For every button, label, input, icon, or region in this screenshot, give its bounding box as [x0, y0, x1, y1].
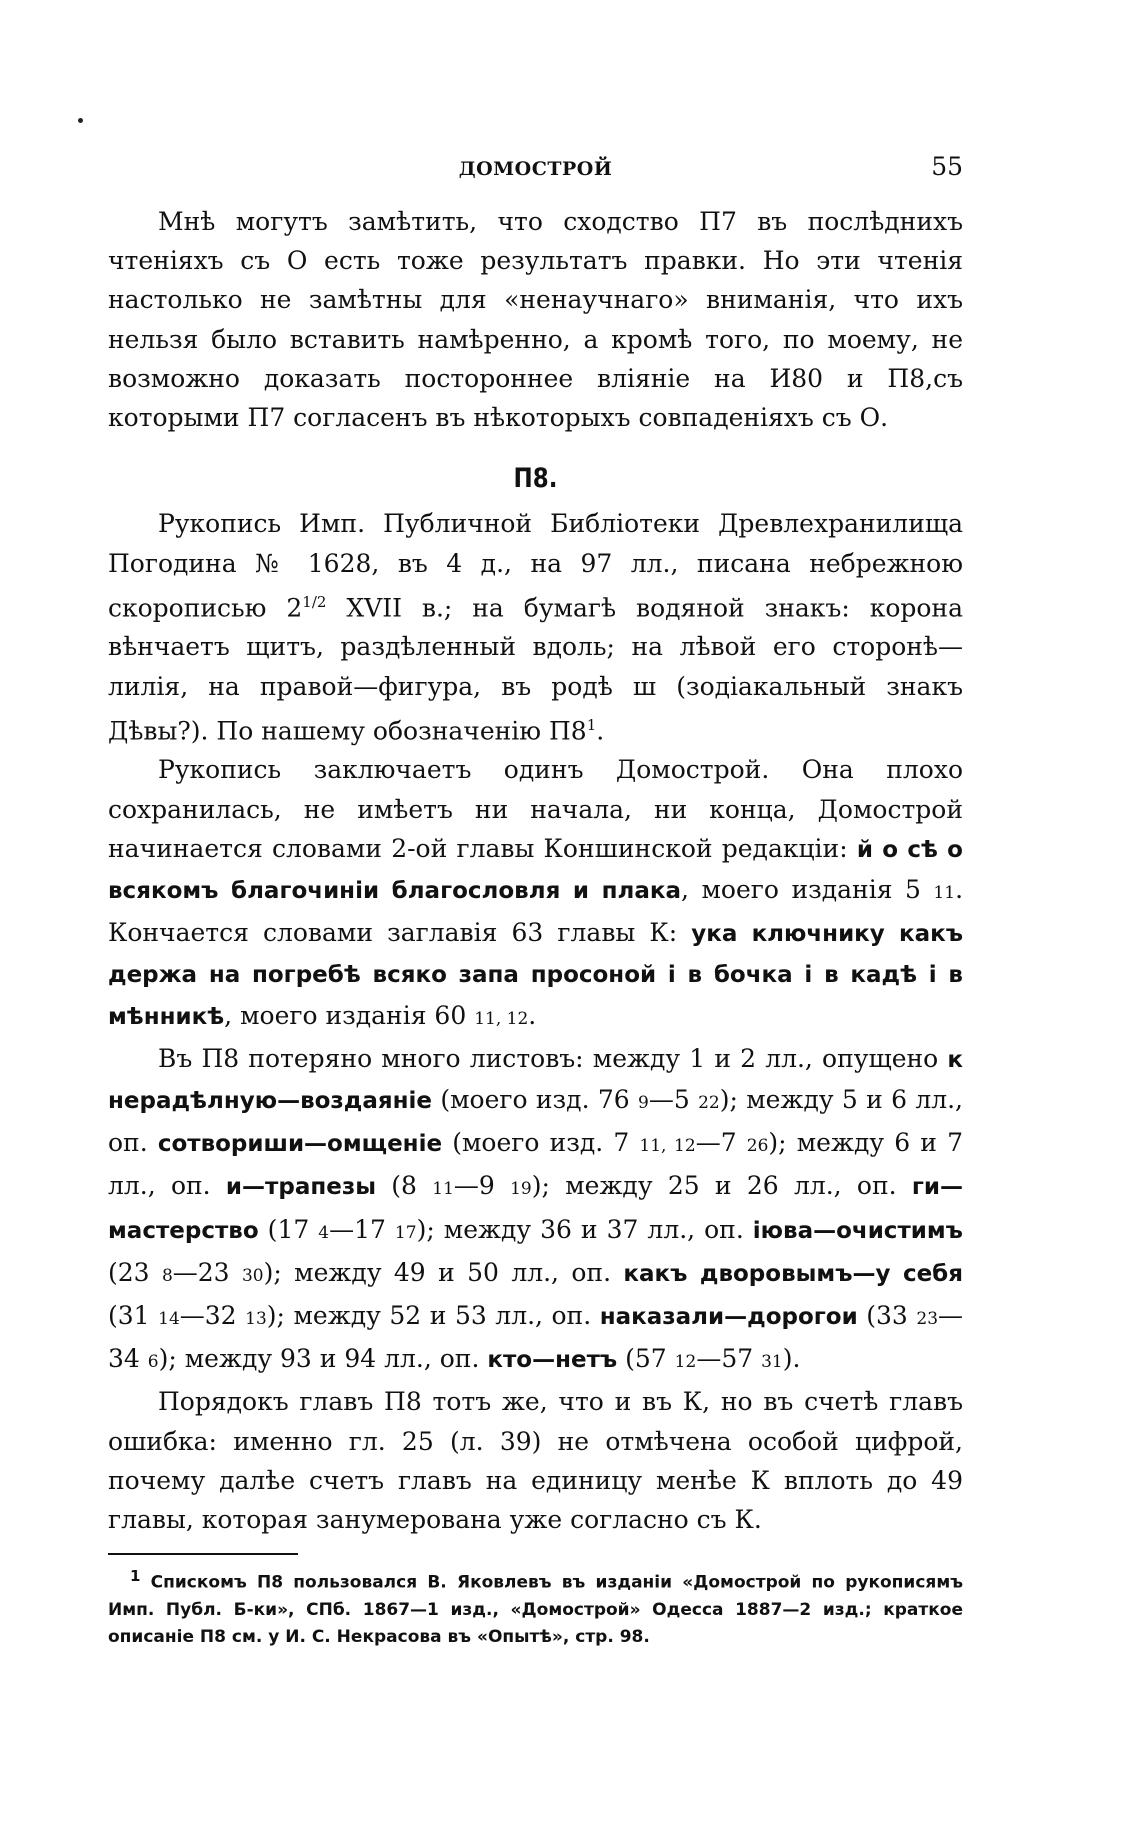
line-ref: 11: [933, 882, 956, 903]
p3-text: (23: [108, 1257, 162, 1287]
old-slavonic-quote: ги—мастерство: [108, 1174, 964, 1244]
p2-text: , моего изданія 5: [681, 874, 934, 904]
p3-text: ).: [782, 1344, 801, 1374]
p3-text: (моего изд. 76: [432, 1084, 638, 1114]
old-slavonic-quote: сотвориши—омщеніе: [157, 1131, 443, 1158]
line-ref: 8: [161, 1265, 173, 1286]
p1-text-after: XVII в.; на бумагѣ водяной знакъ: корона вѣнчаетъ щитъ, раздѣленный вдоль; на лѣвой его сторонѣ—лилія, на правой—фигура, въ родѣ ш (зодіакальный знакъ Дѣвы?). По нашему обозначенію П8: [108, 593, 963, 746]
line-ref: 17: [394, 1222, 417, 1243]
p1-end: .: [596, 716, 605, 746]
line-ref: 23: [916, 1308, 939, 1329]
p1-text: Рукопись Имп. Публичной Библіотеки Древлехранилища Погодина № 1628, въ 4 д., на 97 лл., писана небрежною скорописью 2: [108, 509, 963, 623]
line-ref: 31: [761, 1352, 783, 1373]
line-ref: 30: [241, 1265, 264, 1286]
p3-text: ); между 52 и 53 лл., оп.: [266, 1300, 600, 1330]
footnote-1: [108, 1563, 963, 1651]
line-ref: 4: [318, 1222, 330, 1243]
old-slavonic-quote: ука ключнику какъ держа на погребѣ всяко запа просоной і в бочка і в кадѣ і в мѣнникѣ: [108, 921, 963, 1030]
footnote-number: 1: [130, 1567, 141, 1586]
p2-text: Рукопись заключаетъ одинъ Домострой. Она плохо сохранилась, не имѣетъ ни начала, ни конца, Домострой начинается словами 2-ой главы Коншинской редакціи:: [108, 755, 963, 863]
old-slavonic-quote: й о сѣ о всякомъ благочиніи благословля и плака: [108, 836, 963, 904]
p3-text: ); между 25 и 26 лл., оп.: [531, 1171, 912, 1201]
p3-text: ); между 49 и 50 лл., оп.: [263, 1257, 624, 1287]
paragraph-description: [108, 504, 963, 750]
old-slavonic-quote: какъ дворовымъ—у себя: [623, 1260, 963, 1287]
p3-text: (8: [376, 1171, 433, 1201]
footnote-divider: [108, 1553, 298, 1555]
line-ref: 14: [158, 1308, 180, 1329]
main-text: [108, 202, 963, 1539]
line-ref: 11, 12: [639, 1136, 696, 1157]
page: [108, 150, 963, 1651]
section-heading: П8.: [513, 463, 558, 495]
p3-text: —5: [648, 1084, 699, 1114]
footnotes: [108, 1563, 963, 1651]
p3-text: ); между 93 и 94 лл., оп.: [158, 1344, 488, 1374]
running-title: ДОМОСТРОЙ: [458, 158, 613, 180]
p3-text: ); между 6 и 7 лл., оп.: [108, 1128, 963, 1201]
p1-fraction: 1/2: [302, 592, 327, 611]
line-ref: 11: [432, 1179, 454, 1200]
p3-text: —7: [695, 1128, 747, 1158]
page-number: 55: [931, 152, 963, 181]
p3-text: —9: [453, 1171, 511, 1201]
p3-text: (17: [258, 1214, 319, 1244]
p3-text: —23: [172, 1257, 242, 1287]
p3-text: (33: [857, 1300, 917, 1330]
intro-paragraph: Мнѣ могутъ замѣтить, что сходство П7 въ послѣднихъ чтеніяхъ съ О есть тоже результатъ правки. Но эти чтенія настолько не замѣтны для «ненаучнаго» вниманія, что ихъ нельзя было вставить намѣренно, а кромѣ того, по моему, не возможно доказать постороннее вліяніе на И80 и П8,съ которыми П7 согласенъ въ нѣкоторыхъ совпаденіяхъ съ О.: [108, 207, 963, 433]
p2-text: , моего изданія 60: [224, 1000, 475, 1030]
p3-text: —57: [696, 1344, 762, 1374]
line-ref: 9: [638, 1092, 649, 1113]
old-slavonic-quote: и—трапезы: [225, 1174, 376, 1201]
p3-text: (моего изд. 7: [442, 1128, 640, 1158]
line-ref: 6: [147, 1352, 159, 1373]
stray-mark: [78, 118, 83, 123]
paragraph-contents: [108, 750, 963, 1038]
line-ref: 13: [245, 1308, 267, 1329]
old-slavonic-quote: іюва—очистимъ: [752, 1217, 963, 1244]
paragraph-lacunae: [108, 1039, 963, 1383]
line-ref: 11, 12: [474, 1008, 529, 1029]
paragraph-chapter-order: Порядокъ главъ П8 тотъ же, что и въ К, но въ счетѣ главъ ошибка: именно гл. 25 (л. 39) не отмѣчена особой цифрой, почему далѣе счетъ главъ на единицу менѣе К вплоть до 49 главы, которая занумерована уже согласно съ К.: [108, 1387, 963, 1534]
footnote-mark: 1: [586, 715, 597, 734]
p3-text: (57: [617, 1344, 675, 1374]
p3-text: —17: [329, 1214, 395, 1244]
line-ref: 19: [510, 1179, 532, 1200]
running-header: [108, 150, 963, 190]
p3-text: —32: [179, 1300, 246, 1330]
p3-text: ); между 5 и 6 лл., оп.: [108, 1084, 963, 1158]
p3-text: —34: [108, 1300, 964, 1374]
p3-text: ); между 36 и 37 лл., оп.: [416, 1214, 753, 1244]
p2-text: . Кончается словами заглавія 63 главы К:: [108, 874, 964, 948]
line-ref: 12: [674, 1352, 697, 1373]
p3-text: Въ П8 потеряно много листовъ: между 1 и 2 лл., опущено: [158, 1043, 948, 1073]
old-slavonic-quote: наказали—дорогои: [599, 1303, 858, 1330]
line-ref: 26: [746, 1136, 769, 1157]
line-ref: 22: [698, 1092, 720, 1113]
old-slavonic-quote: к нерадѣлную—воздаяніе: [108, 1046, 963, 1114]
p3-text: (31: [108, 1300, 159, 1330]
footnote-text: Спискомъ П8 пользовался В. Яковлевъ въ изданіи «Домострой по рукописямъ Имп. Публ. Б-ки», СПб. 1867—1 изд., «Домострой» Одесса 1887—2 изд.; краткое описаніе П8 см. у И. С. Некрасова въ «Опытѣ», стр. 98.: [108, 1572, 963, 1647]
p2-text: .: [528, 1000, 537, 1030]
old-slavonic-quote: кто—нетъ: [487, 1347, 618, 1374]
